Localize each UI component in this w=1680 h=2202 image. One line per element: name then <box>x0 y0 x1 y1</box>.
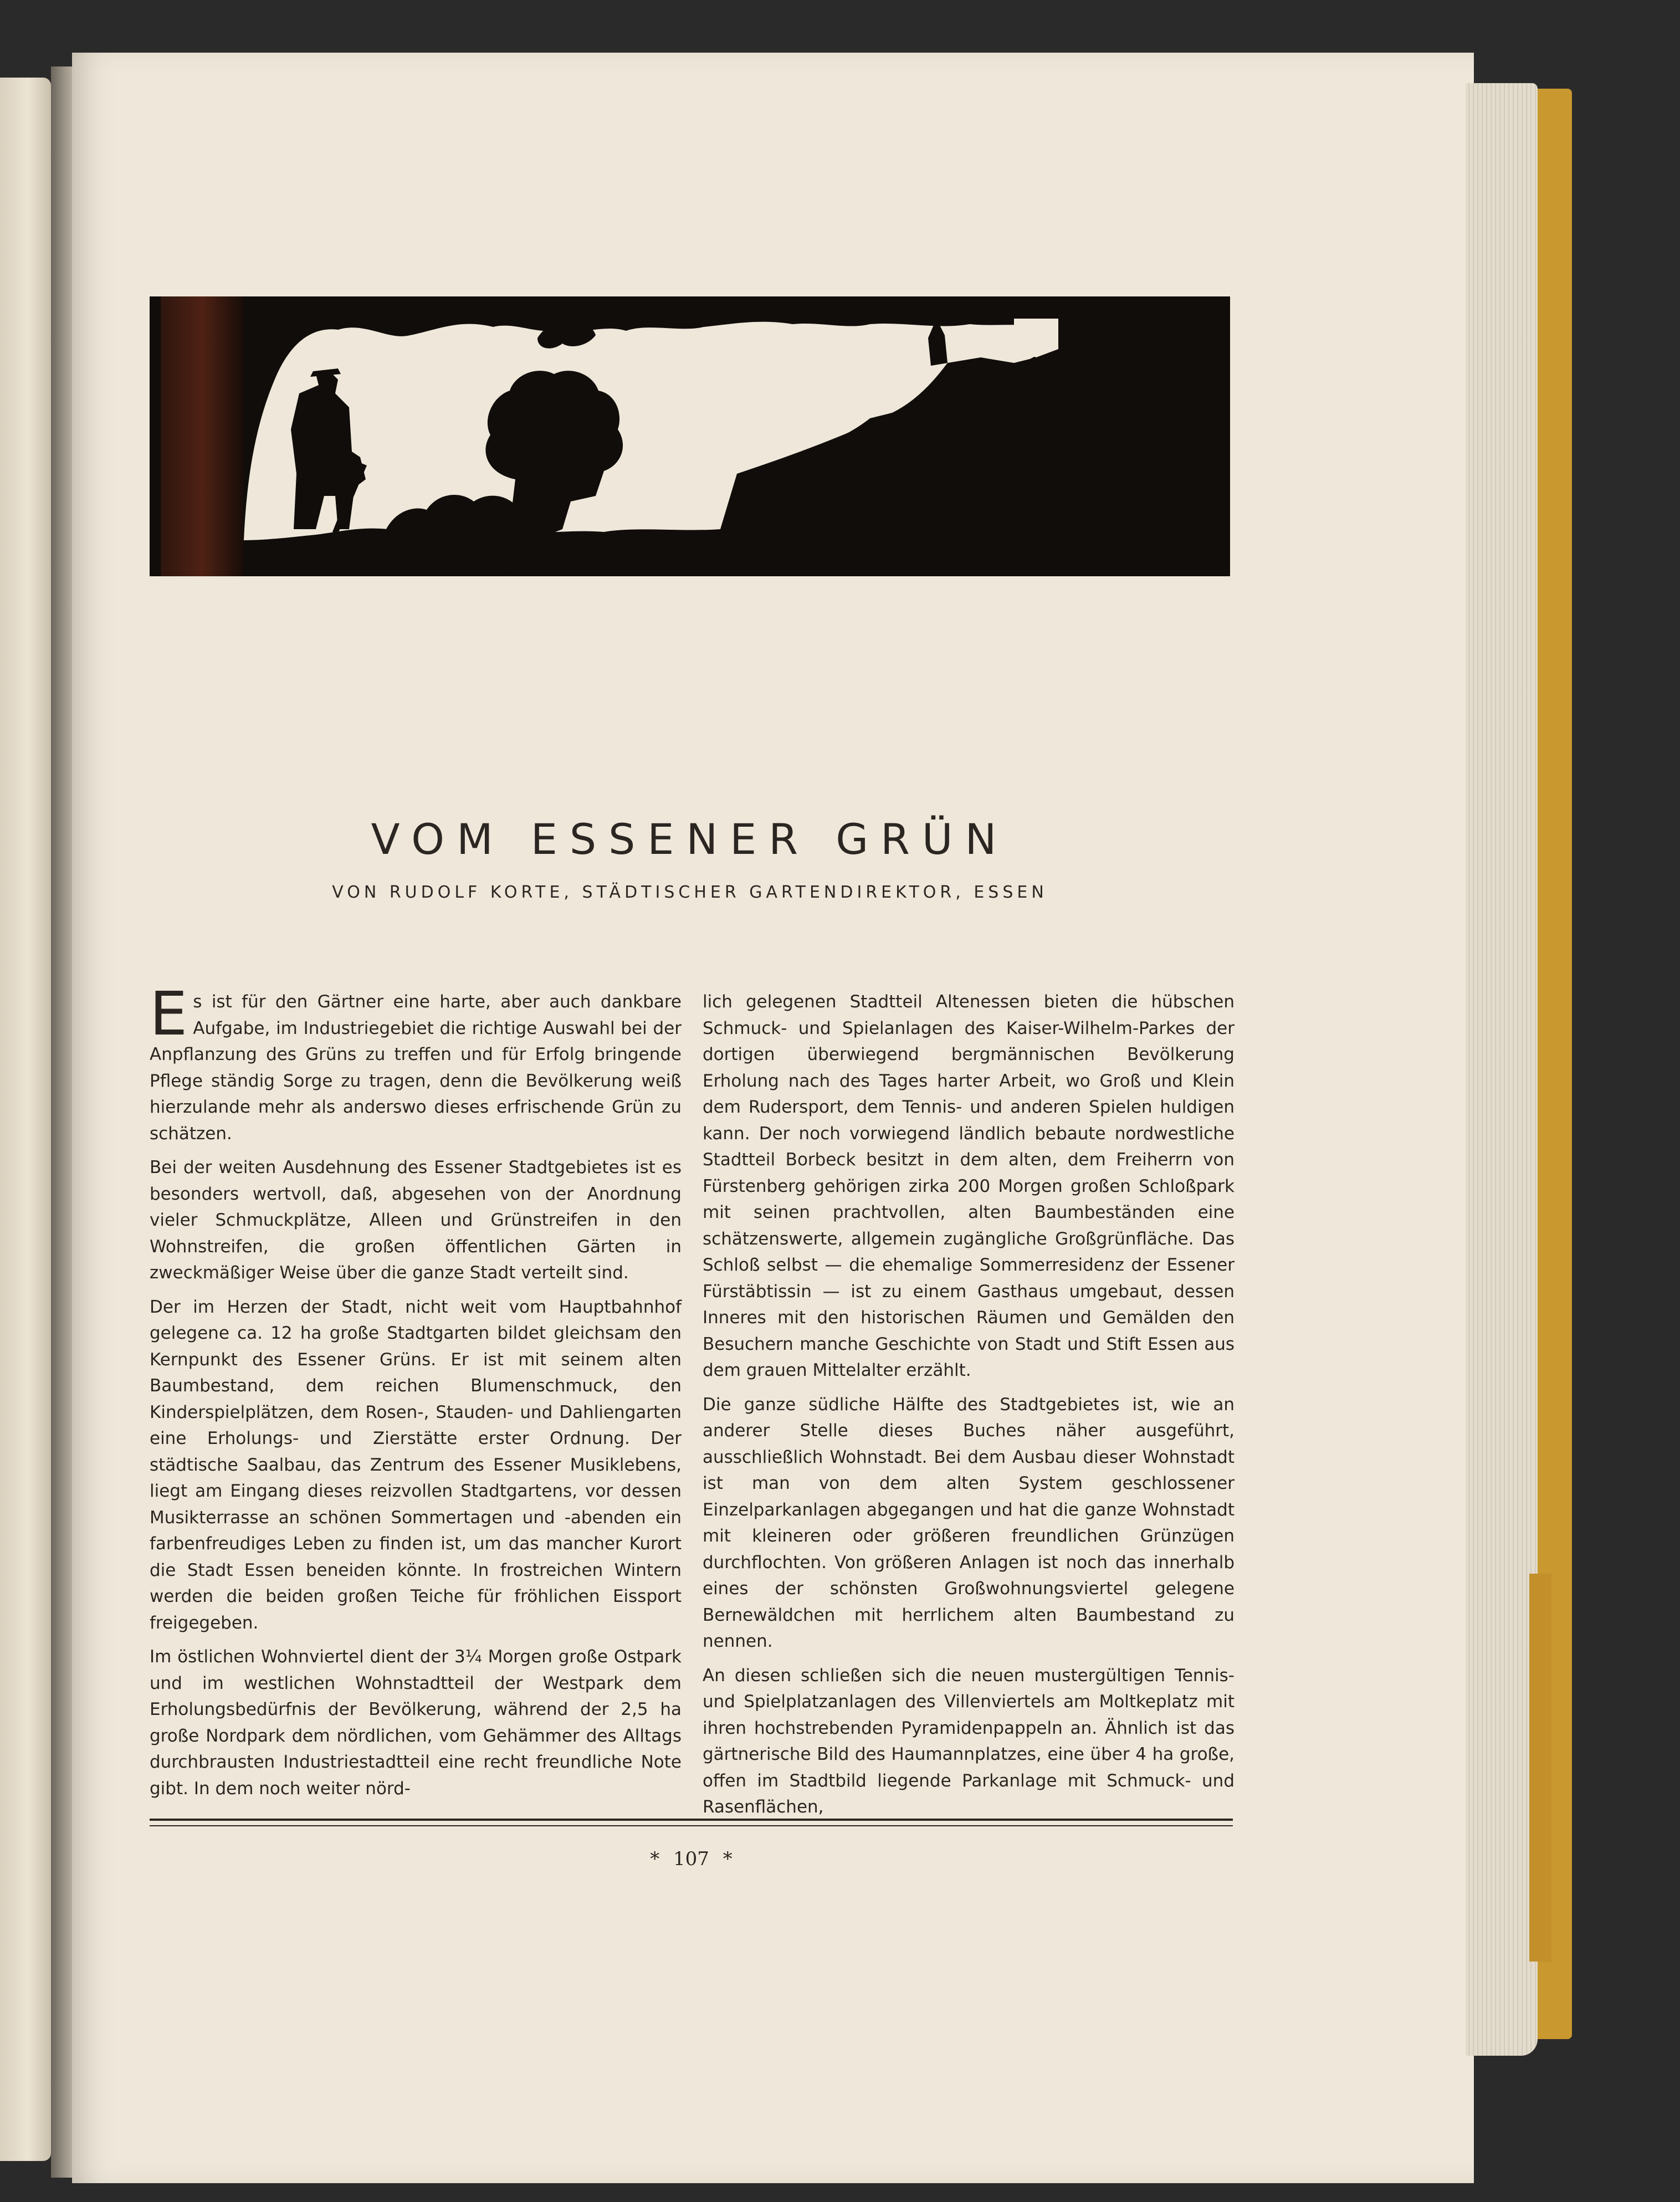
cover-tab <box>1529 1574 1551 1962</box>
footer-rule-thick <box>150 1819 1233 1821</box>
footer-rule-thin <box>150 1825 1233 1826</box>
paragraph: Der im Herzen der Stadt, nicht weit vom Hauptbahnhof gelegene ca. 12 ha große Stadtgarten bildet gleichsam den Kernpunkt des Essener Grüns. Er ist mit seinem alten Baumbestand, dem reichen Blumenschmuck, den Kinderspielplätzen, dem Rosen-, Stauden- und Dahliengarten eine Erholungs- und Zierstätte erster Ordnung. Der städtische Saalbau, das Zentrum des Essener Musiklebens, liegt am Eingang dieses reizvollen Stadtgartens, vor dessen Musikterrasse an schönen Sommertagen und -abenden ein farbenfreudiges Leben zu finden ist, um das mancher Kurort die Stadt Essen beneiden könnte. In frostreichen Wintern werden die beiden großen Teiche für fröhlichen Eissport freigegeben. <box>150 1297 682 1633</box>
paragraph: Bei der weiten Ausdehnung des Essener Stadtgebietes ist es besonders wertvoll, daß, abgesehen von der Anordnung vieler Schmuckplätze, Alleen und Grünstreifen in den Wohnstreifen, die großen öffentlichen Gärten in zweckmäßiger Weise über die ganze Stadt verteilt sind. <box>150 1158 682 1283</box>
paragraph: Die ganze südliche Hälfte des Stadtgebietes ist, wie an anderer Stelle dieses Buches näher ausgeführt, ausschließlich Wohnstadt. Bei dem Ausbau dieser Wohnstadt ist man von dem alten System geschlossener Einzelparkanlagen abgegangen und hat die ganze Wohnstadt mit kleineren oder größeren freundlichen Grünzügen durchflochten. Von größeren Anlagen ist noch das innerhalb eines der schönsten Großwohnungsviertel gelegene Bernewäldchen mit herrlichem alten Baumbestand zu nennen. <box>703 1394 1235 1651</box>
paragraph-text: s ist für den Gärtner eine harte, aber auch dankbare Aufgabe, im Industriegebiet die richtige Auswahl bei der Anpflanzung des Grüns zu treffen und für Erfolg bringende Pflege ständig Sorge zu tragen, denn die Bevölkerung weiß hierzulande mehr als anderswo dieses erfrischende Grün zu schätzen. <box>150 992 682 1144</box>
paragraph: Im östlichen Wohnviertel dient der 3¼ Morgen große Ostpark und im westlichen Wohnstadtteil der Westpark dem Erholungsbedürfnis der Bevölkerung, während der 2,5 ha große Nordpark dem nördlichen, vom Gehämmer des Alltags durchbrausten Industriestadtteil eine recht freundliche Note gibt. In dem noch weiter nörd- <box>150 1647 682 1799</box>
silhouette-illustration <box>150 296 1230 576</box>
left-page-edge <box>0 78 51 2161</box>
page-number: * 107 * <box>650 1848 733 1870</box>
drop-cap: E <box>150 980 188 1049</box>
paragraph <box>150 980 682 1147</box>
article-title: VOM ESSENER GRÜN <box>371 815 1009 864</box>
paragraph: An diesen schließen sich die neuen mustergültigen Tennis- und Spielplatzanlagen des Villenviertels am Moltkeplatz mit ihren hochstrebenden Pyramidenpappeln an. Ähnlich ist das gärtnerische Bild des Haumannplatzes, eine über 4 ha große, offen im Stadtbild liegende Parkanlage mit Schmuck- und Rasenflächen, <box>703 1665 1235 1817</box>
article-byline: VON RUDOLF KORTE, STÄDTISCHER GARTENDIREKTOR, ESSEN <box>332 883 1048 902</box>
text-column-right <box>703 989 1235 1829</box>
paragraph: lich gelegenen Stadtteil Altenessen bieten die hübschen Schmuck- und Spielanlagen des Kaiser-Wilhelm-Parkes der dortigen überwiegend bergmännischen Bevölkerung Erholung nach des Tages harter Arbeit, wo Groß und Klein dem Rudersport, dem Tennis- und anderen Spielen huldigen kann. Der noch vorwiegend ländlich bebaute nordwestliche Stadtteil Borbeck besitzt in dem alten, dem Freiherrn von Fürstenberg gehörigen zirka 200 Morgen großen Schloßpark mit seinen prachtvollen, alten Baumbeständen eine schätzenswerte, allgemein zugängliche Großgrünfläche. Das Schloß selbst — die ehemalige Sommerresidenz der Essener Fürstäbtissin — ist zu einem Gasthaus umgebaut, dessen Inneres mit den historischen Räumen und Gemälden den Besuchern manche Geschichte von Stadt und Stift Essen aus dem grauen Mittelalter erzählt. <box>703 992 1235 1380</box>
book-gutter <box>51 66 73 2178</box>
text-column-left <box>150 980 682 1810</box>
page-stack-edge <box>1466 83 1538 2056</box>
